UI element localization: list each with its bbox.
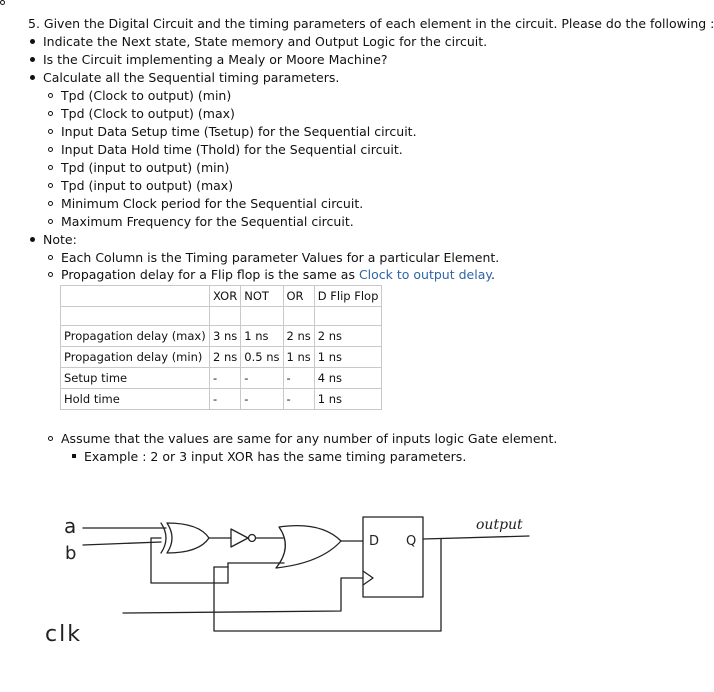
table-cell: Hold time <box>61 389 210 410</box>
table-cell: - <box>241 368 283 389</box>
bullet-icon <box>30 237 35 242</box>
parameter-item: Minimum Clock period for the Sequential circuit. <box>48 196 363 212</box>
assumption-item: Assume that the values are same for any number of inputs logic Gate element. <box>48 431 557 447</box>
table-cell: 4 ns <box>314 368 382 389</box>
table-row <box>61 347 382 368</box>
parameter-item: Tpd (input to output) (max) <box>48 178 233 194</box>
input-b-label: b <box>65 543 77 564</box>
clock-label: clk <box>45 622 82 647</box>
note-label: Note: <box>30 232 77 248</box>
table-cell: 0.5 ns <box>241 347 283 368</box>
bullet-icon <box>30 57 35 62</box>
or-gate <box>276 526 341 568</box>
input-a-label: a <box>64 514 77 538</box>
wire-feedback-xor <box>151 538 228 583</box>
note-item: Propagation delay for a Flip flop is the same as Clock to output delay. <box>48 267 495 283</box>
table-cell: Setup time <box>61 368 210 389</box>
circle-bullet-icon <box>48 255 53 260</box>
table-header-cell: XOR <box>210 286 241 307</box>
circle-bullet-icon <box>48 201 53 206</box>
table-cell: Propagation delay (max) <box>61 326 210 347</box>
circle-bullet-icon <box>48 129 53 134</box>
circle-bullet-icon <box>48 93 53 98</box>
parameter-item: Tpd (input to output) (min) <box>48 160 229 176</box>
clock-triangle <box>363 571 373 585</box>
table-spacer-row <box>61 307 382 326</box>
wire-q-output <box>423 536 529 539</box>
table-cell: - <box>283 368 314 389</box>
table-row <box>61 389 382 410</box>
wire-b <box>83 542 161 545</box>
circle-bullet-icon <box>48 147 53 152</box>
note-item: Each Column is the Timing parameter Values for a particular Element. <box>48 250 499 266</box>
clock-to-output-link[interactable]: Clock to output delay <box>358 267 491 282</box>
square-bullet-icon <box>72 454 76 458</box>
not-gate <box>231 529 248 547</box>
parameter-item: Maximum Frequency for the Sequential circuit. <box>48 214 354 230</box>
output-label: output <box>476 517 523 533</box>
not-bubble <box>249 535 256 542</box>
circle-bullet-icon <box>48 436 53 441</box>
parameter-item: Tpd (Clock to output) (max) <box>48 106 235 122</box>
task-item: Is the Circuit implementing a Mealy or Moore Machine? <box>30 52 388 68</box>
circle-bullet-icon <box>48 183 53 188</box>
table-header-cell: OR <box>283 286 314 307</box>
task-item: Indicate the Next state, State memory and Output Logic for the circuit. <box>30 34 487 50</box>
xor-gate-body <box>167 523 209 553</box>
table-cell: 3 ns <box>210 326 241 347</box>
ff-d-label: D <box>369 534 380 549</box>
timing-table <box>60 285 382 410</box>
bullet-icon <box>30 75 35 80</box>
table-cell: - <box>210 389 241 410</box>
table-row <box>61 368 382 389</box>
table-row <box>61 326 382 347</box>
table-cell: - <box>283 389 314 410</box>
table-cell: 2 ns <box>314 326 382 347</box>
bullet-icon <box>30 39 35 44</box>
table-cell: 2 ns <box>283 326 314 347</box>
parameter-item: Tpd (Clock to output) (min) <box>48 88 231 104</box>
table-cell: 1 ns <box>314 347 382 368</box>
table-cell: - <box>210 368 241 389</box>
table-cell: 1 ns <box>283 347 314 368</box>
question-title: 5. Given the Digital Circuit and the timing parameters of each element in the circuit. Please do the following : <box>28 16 714 31</box>
task-item: Calculate all the Sequential timing parameters. <box>30 70 339 86</box>
table-cell: 2 ns <box>210 347 241 368</box>
table-cell: - <box>241 389 283 410</box>
table-header-cell: NOT <box>241 286 283 307</box>
circle-bullet-icon <box>48 165 53 170</box>
parameter-item: Input Data Hold time (Thold) for the Sequential circuit. <box>48 142 403 158</box>
circle-bullet-icon <box>48 111 53 116</box>
d-flip-flop <box>363 517 423 597</box>
circle-bullet-icon <box>48 272 53 277</box>
parameter-item: Input Data Setup time (Tsetup) for the Sequential circuit. <box>48 124 417 140</box>
table-header-row <box>61 286 382 307</box>
example-item: Example : 2 or 3 input XOR has the same timing parameters. <box>72 449 466 465</box>
table-header-cell <box>61 286 210 307</box>
table-cell: 1 ns <box>314 389 382 410</box>
ff-q-label: Q <box>406 534 417 549</box>
table-cell: Propagation delay (min) <box>61 347 210 368</box>
circle-bullet-icon <box>48 219 53 224</box>
table-header-cell: D Flip Flop <box>314 286 382 307</box>
table-cell: 1 ns <box>241 326 283 347</box>
